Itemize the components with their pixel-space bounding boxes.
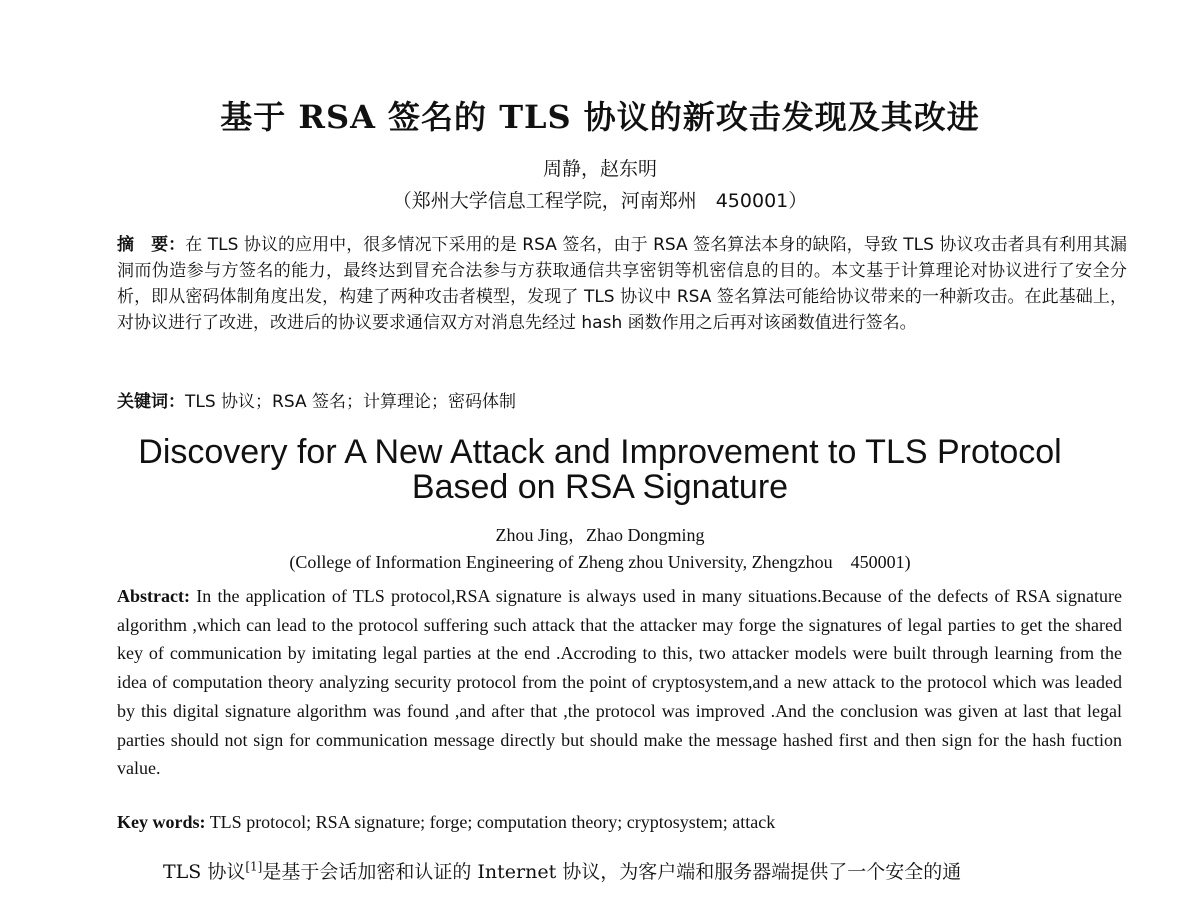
chinese-abstract-text: 在 TLS 协议的应用中，很多情况下采用的是 RSA 签名，由于 RSA 签名算法本身的缺陷，导致 TLS 协议攻击者具有利用其漏洞而伪造参与方签名的能力，最终达到冒充合法参与方获取通信共享密钥等机密信息的目的。本文基于计算理论对协议进行了安全分析，即从密码体制角度出发，构建了两种攻击者模型，发现了 TLS 协议中 RSA 签名算法可能给协议带来的一种新攻击。在此基础上，对协议进行了改进，改进后的协议要求通信双方对消息先经过 hash 函数作用之后再对该函数值进行签名。 [117,235,1128,333]
english-keywords [117,810,1122,834]
chinese-keywords-label: 关键词： [117,392,185,412]
english-abstract-label: Abstract: [117,586,190,606]
chinese-authors: 周静，赵东明 [542,158,657,180]
english-title [0,435,1200,505]
chinese-affiliation: （郑州大学信息工程学院，河南郑州 450001） [392,190,808,212]
english-title-line2: Based on RSA Signature [411,468,789,506]
body-line-start: TLS 协议 [163,861,246,883]
english-authors: Zhou Jing，Zhao Dongming [495,525,705,545]
chinese-title: 基于 RSA 签名的 TLS 协议的新攻击发现及其改进 [220,98,980,136]
english-keywords-text: TLS protocol; RSA signature; forge; computation theory; cryptosystem; attack [209,812,776,832]
english-abstract-text: In the application of TLS protocol,RSA signature is always used in many situations.Because of the defects of RSA signature algorithm ,which can lead to the protocol suffering such attack that the attacker may forge the signatures of legal parties to get the shared key of communication by imitating legal parties at the end .Accroding to this, two attacker models were built through learning from the idea of computation theory analyzing security protocol from the point of cryptosystem,and a new attack to the protocol which was leaded by this digital signature algorithm was found ,and after that ,the protocol was improved .And the conclusion was given at last that legal parties should not sign for communication message directly but should make the message hashed first and then sign for the hash fuction value. [117,586,1123,779]
chinese-abstract-label: 摘 要： [117,235,186,255]
english-title-line1: Discovery for A New Attack and Improvement to TLS Protocol [138,433,1062,471]
english-abstract [117,582,1122,783]
body-first-line [163,858,1163,886]
body-line-rest: 是基于会话加密和认证的 Internet 协议，为客户端和服务器端提供了一个安全的通 [262,861,962,883]
chinese-keywords [117,390,1127,414]
citation-ref[interactable]: [1] [245,859,263,874]
chinese-keywords-text: TLS 协议；RSA 签名；计算理论；密码体制 [185,392,517,412]
english-affiliation: (College of Information Engineering of Zheng zhou University, Zhengzhou 450001) [289,552,911,572]
chinese-abstract [117,232,1127,336]
english-keywords-label: Key words: [117,812,206,832]
